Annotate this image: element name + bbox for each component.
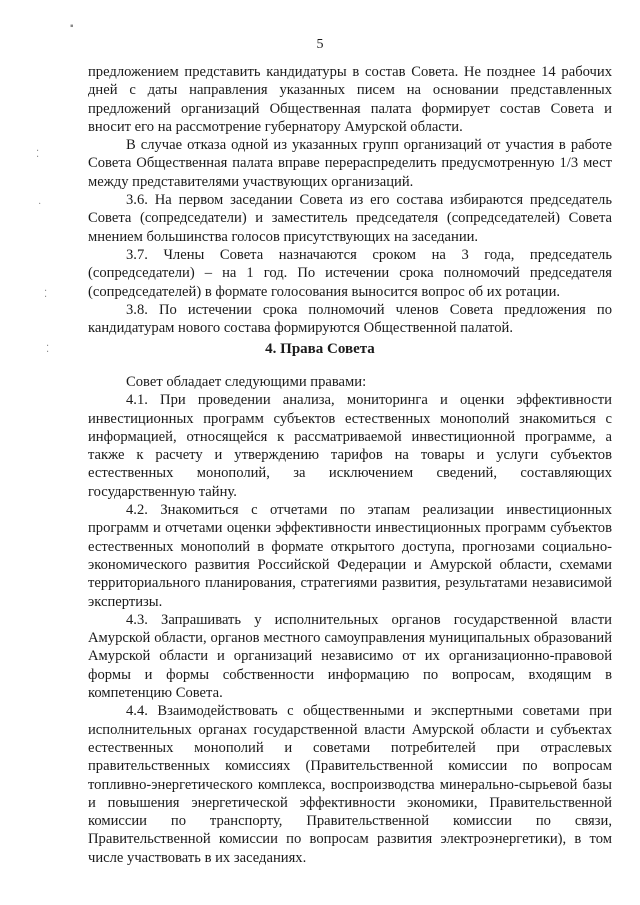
paragraph: 4.4. Взаимодействовать с общественными и экспертными советами при исполнительных органах государственной власти Амурской области и субъектах естественных монополий и советами потребителей при отраслевых правительственных комиссиях (Правительственной комиссии по вопросам топливно-энергетического комплекса, воспроизводства минерально-сырьевой базы и повышения энергетической эффективности экономики, Правительственной комиссии по транспорту, Правительственной комиссии по связи, Правительственной комиссии по вопросам развития электроэнергетики), в том числе участвовать в их заседаниях.	[88, 703, 612, 866]
paragraph: 4.1. При проведении анализа, мониторинга и оценки эффективности инвестиционных программ субъектов естественных монополий знакомиться с информацией, относящейся к рассматриваемой инвестиционной программе, а также к расчету и утверждению тарифов на товары и услуги субъектов естественных монополий, за исключением сведений, составляющих государственную тайну.	[88, 392, 612, 500]
paragraph: предложением представить кандидатуры в состав Совета. Не позднее 14 рабочих дней с даты направления указанных писем на основании представленных предложений организаций Общественная палата формирует состав Совета и вносит его на рассмотрение губернатору Амурской области.	[88, 64, 612, 135]
scan-mark: ▪	[70, 21, 74, 32]
paragraph: 4.2. Знакомиться с отчетами по этапам реализации инвестиционных программ и отчетами оценки эффективности инвестиционных программ субъектов естественных монополий в формате открытого доступа, прогнозами социально-экономического развития Российской Федерации и Амурской области, схемами территориального планирования, стратегиями развития, результатами независимой экспертизы.	[88, 502, 612, 610]
scan-mark: ⁚	[36, 149, 40, 160]
paragraph: 3.6. На первом заседании Совета из его состава избираются председатель Совета (сопредседатели) и заместитель председателя (сопредседателей) Совета мнением большинства голосов присутствующих на заседании.	[88, 192, 612, 245]
paragraph: 4.3. Запрашивать у исполнительных органов государственной власти Амурской области, органов местного самоуправления муниципальных образований Амурской области и организаций независимо от их организационно-правовой формы и формы собственности информацию по вопросам, входящим в компетенцию Совета.	[88, 611, 612, 702]
paragraph: 3.8. По истечении срока полномочий членов Совета предложения по кандидатурам нового состава формируются Общественной палатой.	[88, 301, 612, 337]
section-heading: 4. Права Совета	[265, 341, 375, 357]
scan-mark: ⁚	[44, 289, 48, 300]
paragraph: Совет обладает следующими правами:	[126, 374, 367, 390]
scan-mark: ·	[38, 199, 42, 210]
paragraph: В случае отказа одной из указанных групп организаций от участия в работе Совета Общественная палата вправе перераспределить предусмотренную 1/3 мест между представителями участвующих организаций.	[88, 137, 612, 190]
text-block-bottom	[88, 373, 612, 867]
scan-mark: ⁚	[46, 344, 50, 355]
text-block-top	[88, 63, 612, 337]
page-number: 5	[316, 37, 324, 52]
paragraph: 3.7. Члены Совета назначаются сроком на 3 года, председатель (сопредседатели) – на 1 год. По истечении срока полномочий председателя (сопредседателей) в формате голосования выносится вопрос об их ротации.	[88, 246, 612, 300]
